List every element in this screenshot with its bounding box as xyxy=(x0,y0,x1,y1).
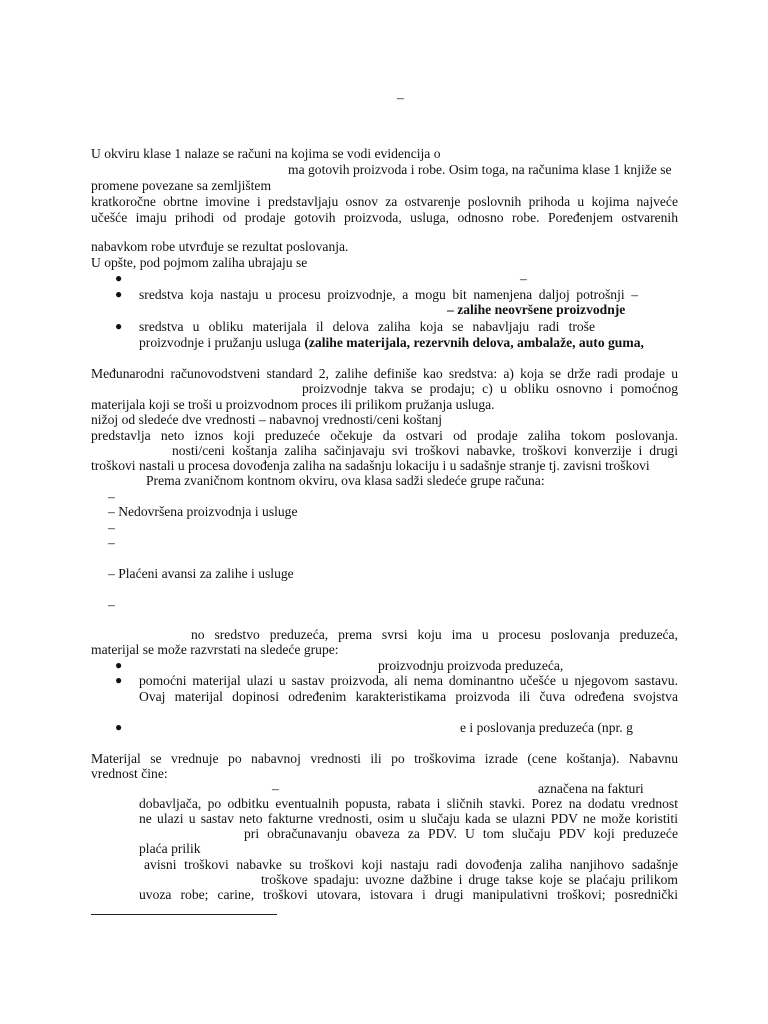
paragraph-1-line-5: učešće imaju prihodi od prodaje gotovih proizvoda, usluga, odnosno robe. Poređenjem ostvarenih xyxy=(91,210,678,225)
paragraph-1-line-3: promene povezane sa zemljištem xyxy=(91,178,272,193)
bullet-icon: ● xyxy=(115,287,123,301)
bullet-icon: ● xyxy=(115,673,123,687)
group-3: – xyxy=(108,520,115,535)
item-2-line-3: uvoza robe; carine, troškovi utovara, istovara i drugi manipulativni troškovi; posrednički xyxy=(139,887,678,902)
paragraph-1-line-1: U okviru klase 1 nalaze se računi na kojima se vodi evidencija o xyxy=(91,146,441,161)
paragraph-2-intro: U opšte, pod pojmom zaliha ubrajaju se xyxy=(91,255,308,270)
item-1-line-4: pri obračunavanju obaveza za PDV. U tom slučaju PDV koji preduzeće xyxy=(244,826,678,841)
bullet-icon: ● xyxy=(115,720,123,734)
item-1-tail: aznačena na fakturi xyxy=(538,781,644,796)
item-1-line-5: plaća prilik xyxy=(139,841,201,856)
bullet-icon: ● xyxy=(115,271,123,285)
material-bullet-2-line-2: Ovaj materijal dopinosi određenim karakteristikama proizvoda ili čuva određena svojstva xyxy=(139,689,678,704)
paragraph-3-line-7: troškovi nastali u procesa dovođenja zaliha na sadašnju lokaciju i u sadašnje stranje tj. zavisni troškovi xyxy=(91,458,650,473)
bullet-2-text: sredstva koja nastaju u procesu proizvodnje, a mogu bit namenjena daljoj potrošnji – xyxy=(139,287,638,302)
group-6: – xyxy=(108,597,115,612)
heading-dash: – xyxy=(397,90,404,105)
paragraph-4-line-2: materijal se može razvrstati na sledeće grupe: xyxy=(91,642,339,657)
group-4: – xyxy=(108,535,115,550)
group-2: – Nedovršena proizvodnja i usluge xyxy=(108,504,298,519)
paragraph-3-line-8: Prema zvaničnom kontnom okviru, ova klasa sadži sledeće grupe računa: xyxy=(146,473,545,488)
material-bullet-2: pomoćni materijal ulazi u sastav proizvoda, ali nema dominantno učešće u njegovom sastavu. xyxy=(139,673,678,688)
bullet-1-dash: – xyxy=(520,271,527,286)
bullet-icon: ● xyxy=(115,658,123,672)
paragraph-3-line-6: nosti/ceni koštanja zaliha sačinjavaju svi troškovi nabavke, troškovi konverzije i drugi xyxy=(172,443,678,458)
footnote-separator xyxy=(91,914,277,915)
paragraph-3-line-1: Međunarodni računovodstveni standard 2, zalihe definiše kao sredstva: a) koja se drže radi prodaje u xyxy=(91,366,678,381)
paragraph-1-line-4: kratkoročne obrtne imovine i predstavljaju osnov za ostvarenje poslovnih prihoda u kojima najveće xyxy=(91,194,678,209)
bullet-3-text-2 xyxy=(139,335,644,351)
paragraph-5-line-1: Materijal se vrednuje po nabavnoj vrednosti ili po troškovima izrade (cene koštanja). Nabavnu xyxy=(91,751,678,766)
bullet-3-text-2-plain: proizvodnje i pružanju usluga xyxy=(139,335,301,350)
paragraph-4-line-1: no sredstvo preduzeća, prema svrsi koju ima u procesu poslovanja preduzeća, xyxy=(191,627,678,642)
item-2-line-2: troškove spadaju: uvozne dažbine i druge takse koje se plaćaju prilikom xyxy=(261,872,678,887)
material-bullet-1: proizvodnju proizvoda preduzeća, xyxy=(378,658,564,673)
paragraph-5-line-2: vrednost čine: xyxy=(91,766,168,781)
bullet-2-bold: – zalihe neovršene proizvodnje xyxy=(447,302,626,317)
bullet-3-text-2-bold: (zalihe materijala, rezervnih delova, ambalaže, auto guma, xyxy=(304,335,644,350)
paragraph-3-line-5: predstavlja neto iznos koji preduzeće očekuje da ostvari od prodaje zaliha tokom poslovanja. xyxy=(91,428,678,443)
material-bullet-3: e i poslovanja preduzeća (npr. g xyxy=(460,720,633,735)
item-1-line-3: ne ulazi u sastav neto fakturne vrednosti, osim u slučaju kada se ulazni PDV ne može koristiti xyxy=(139,811,678,826)
item-1-dash: – xyxy=(272,781,279,796)
bullet-3-text: sredstva u obliku materijala il delova zaliha koja se nabavljaju radi troše xyxy=(139,319,595,334)
item-2-line-1: avisni troškovi nabavke su troškovi koji nastaju radi dovođenja zaliha nanjihovo sadašnje xyxy=(144,857,678,872)
paragraph-1-line-6: nabavkom robe utvrđuje se rezultat poslovanja. xyxy=(91,239,349,254)
group-1: – xyxy=(108,489,115,504)
paragraph-3-line-4: nižoj od sledeće dve vrednosti – nabavnoj vrednosti/ceni koštanj xyxy=(91,412,443,427)
item-1-line-2: dobavljača, po odbitku eventualnih popusta, rabata i sličnih stavki. Porez na dodatu vrednost xyxy=(139,796,678,811)
paragraph-1-line-2: ma gotovih proizvoda i robe. Osim toga, na računima klase 1 knjiže se xyxy=(288,162,672,177)
group-5: – Plaćeni avansi za zalihe i usluge xyxy=(108,566,294,581)
bullet-icon: ● xyxy=(115,319,123,333)
paragraph-3-line-3: materijala koji se troši u proizvodnom proces ili prilikom pružanja usluga. xyxy=(91,397,495,412)
paragraph-3-line-2: proizvodnje takva se prodaju; c) u obliku osnovno i pomoćnog xyxy=(302,381,678,396)
